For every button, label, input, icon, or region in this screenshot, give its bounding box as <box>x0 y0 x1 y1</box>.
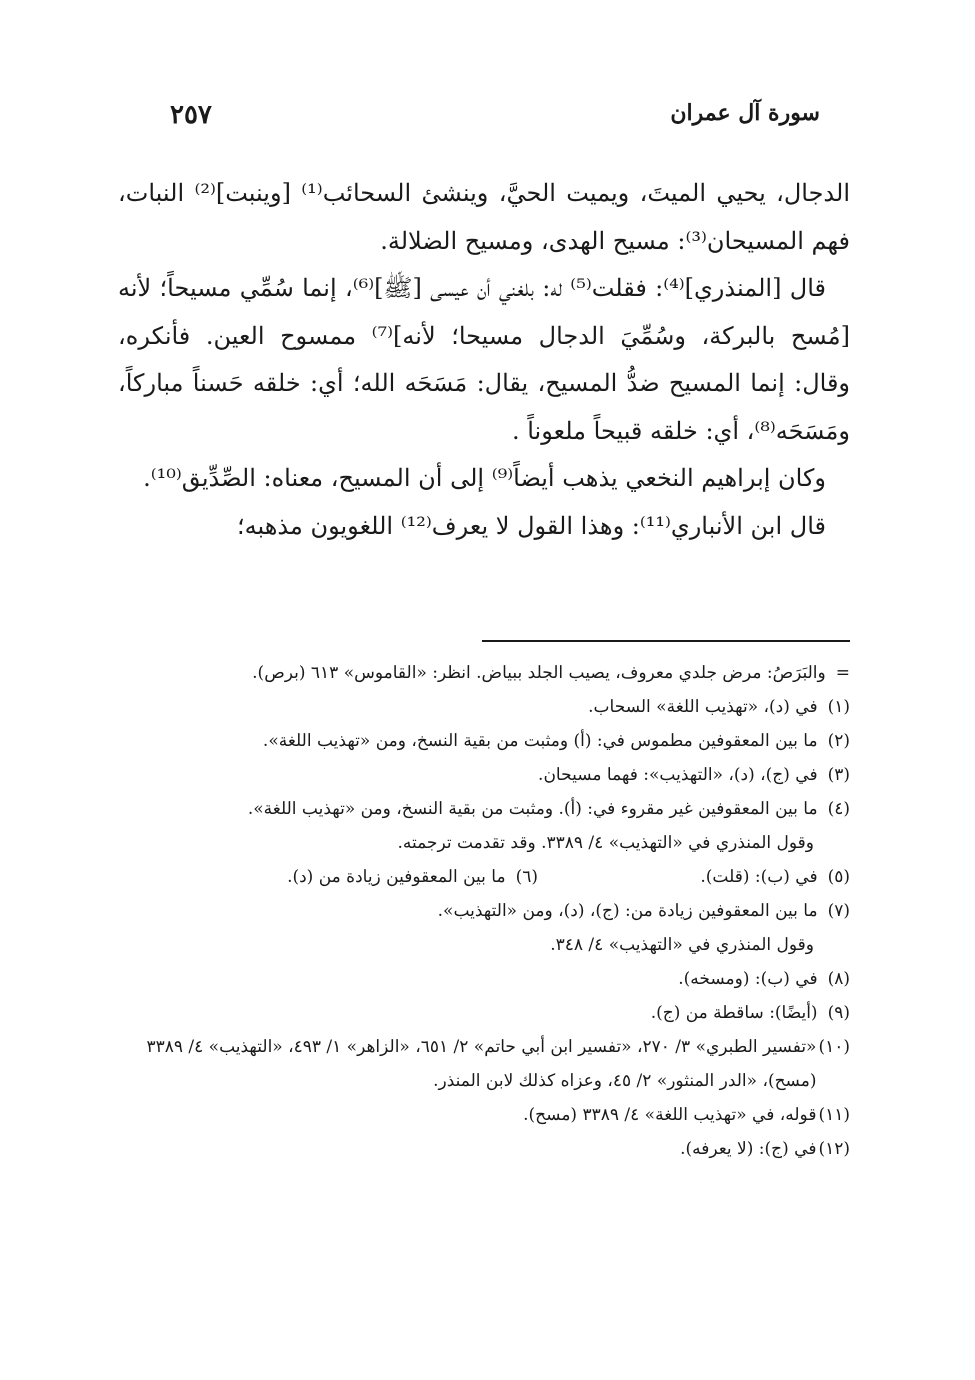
footnote-text: في (ج)، (د)، «التهذيب»: فهما مسيحان. <box>538 765 818 785</box>
footnote-number: (١) <box>827 697 850 717</box>
footnote <box>118 1098 850 1132</box>
footnote <box>118 1030 850 1098</box>
footnote-text: «تفسير الطبري» ٣/ ٢٧٠، «تفسير ابن أبي حاتم» ٢/ ٦٥١، «الزاهر» ١/ ٤٩٣، «التهذيب» ٤/ ٣٣٨٩ (مسح)، «الدر المنثور» ٢/ ٤٥، وعزاه كذلك لابن المنذر. <box>146 1037 817 1091</box>
footnote <box>118 894 850 928</box>
footnote-number: (٢) <box>827 731 850 751</box>
footnote-divider <box>482 640 850 642</box>
footnote-text: ما بين المعقوفين زيادة من: (ج)، (د)، ومن «التهذيب». <box>437 901 818 921</box>
paragraph: الدجال، يحيي الميتَ، ويميت الحيَّ، وينشئ السحائب⁽¹⁾ [وينبت]⁽²⁾ النبات، فهم المسيحان⁽³⁾: مسيح الهدى، ومسيح الضلالة. <box>118 179 851 255</box>
footnote <box>118 792 850 826</box>
footnote-text: ما بين المعقوفين زيادة من (د). <box>287 867 506 887</box>
footnote <box>118 758 850 792</box>
footnote <box>118 996 850 1030</box>
paragraph: وكان إبراهيم النخعي يذهب أيضاً⁽⁹⁾ إلى أن المسيح، معناه: الصِّدِّيق⁽¹⁰⁾. <box>143 464 826 492</box>
footnote-text: ما بين المعقوفين مطموس في: (أ) ومثبت من بقية النسخ، ومن «تهذيب اللغة». <box>262 731 818 751</box>
footnote-carry-over <box>118 656 850 690</box>
footnote <box>538 860 850 894</box>
footnote-text: في (ج): (لا يعرفه). <box>680 1139 817 1159</box>
main-text <box>118 170 850 550</box>
footnote-number: (٨) <box>827 969 850 989</box>
footnotes <box>118 656 850 1166</box>
footnote-number: (١١) <box>818 1105 850 1125</box>
paragraph: قال [المنذري]⁽⁴⁾: فقلت⁽⁵⁾ له: بلغني أن عيسى [ﷺ]⁽⁶⁾، إنما سُمِّي مسيحاً؛ لأنه [مُسح بالبركة، وسُمِّيَ الدجال مسيحا؛ لأنه]⁽⁷⁾ ممسوح العين. فأنكره، وقال: إنما المسيح ضدُّ المسيح، يقال: مَسَحَه الله؛ أي: خلقه حَسناً مباركاً، ومَسَحَه⁽⁸⁾، أي: خلقه قبيحاً ملعوناً . <box>118 274 851 445</box>
footnote <box>287 860 538 894</box>
footnote-number: (٧) <box>827 901 850 921</box>
footnote-text: قوله، في «تهذيب اللغة» ٤/ ٣٣٨٩ (مسح). <box>523 1105 817 1125</box>
footnote-number: (٤) <box>827 799 850 819</box>
footnote <box>118 962 850 996</box>
footnote-number: (٦) <box>515 867 538 887</box>
running-title: سورة آل عمران <box>670 100 820 126</box>
footnote-number: (٩) <box>827 1003 850 1023</box>
footnote <box>118 724 850 758</box>
footnote-pair <box>118 860 850 894</box>
footnote-number: (٥) <box>827 867 850 887</box>
footnote-text: في (ب): (قلت). <box>700 867 818 887</box>
footnote <box>118 1132 850 1166</box>
footnote-number: (٣) <box>827 765 850 785</box>
footnote-text: والبَرَصُ: مرض جلدي معروف، يصيب الجلد ببياض. انظر: «القاموس» ٦١٣ (برص). <box>252 663 826 683</box>
footnote-number: (١٢) <box>818 1139 850 1159</box>
footnote-number: (١٠) <box>818 1037 850 1057</box>
continuation-marker: = <box>835 663 850 683</box>
footnote-text: في (د)، «تهذيب اللغة» السحاب. <box>588 697 818 717</box>
page-number: ٢٥٧ <box>170 100 212 130</box>
page-header <box>170 100 820 140</box>
footnote-text: ما بين المعقوفين غير مقروء في: (أ). ومثبت من بقية النسخ، ومن «تهذيب اللغة». <box>247 799 818 819</box>
footnote-continuation: وقول المنذري في «التهذيب» ٤/ ٣٤٨. <box>550 935 814 955</box>
paragraph: قال ابن الأنباري⁽¹¹⁾: وهذا القول لا يعرف⁽¹²⁾ اللغويون مذهبه؛ <box>236 511 826 540</box>
footnote <box>118 690 850 724</box>
footnote-text: (أيضًا): ساقطة من (ج). <box>650 1003 818 1023</box>
footnote-continuation: وقول المنذري في «التهذيب» ٤/ ٣٣٨٩. وقد تقدمت ترجمته. <box>397 833 814 853</box>
footnote-text: في (ب): (ومسخه). <box>678 969 818 989</box>
